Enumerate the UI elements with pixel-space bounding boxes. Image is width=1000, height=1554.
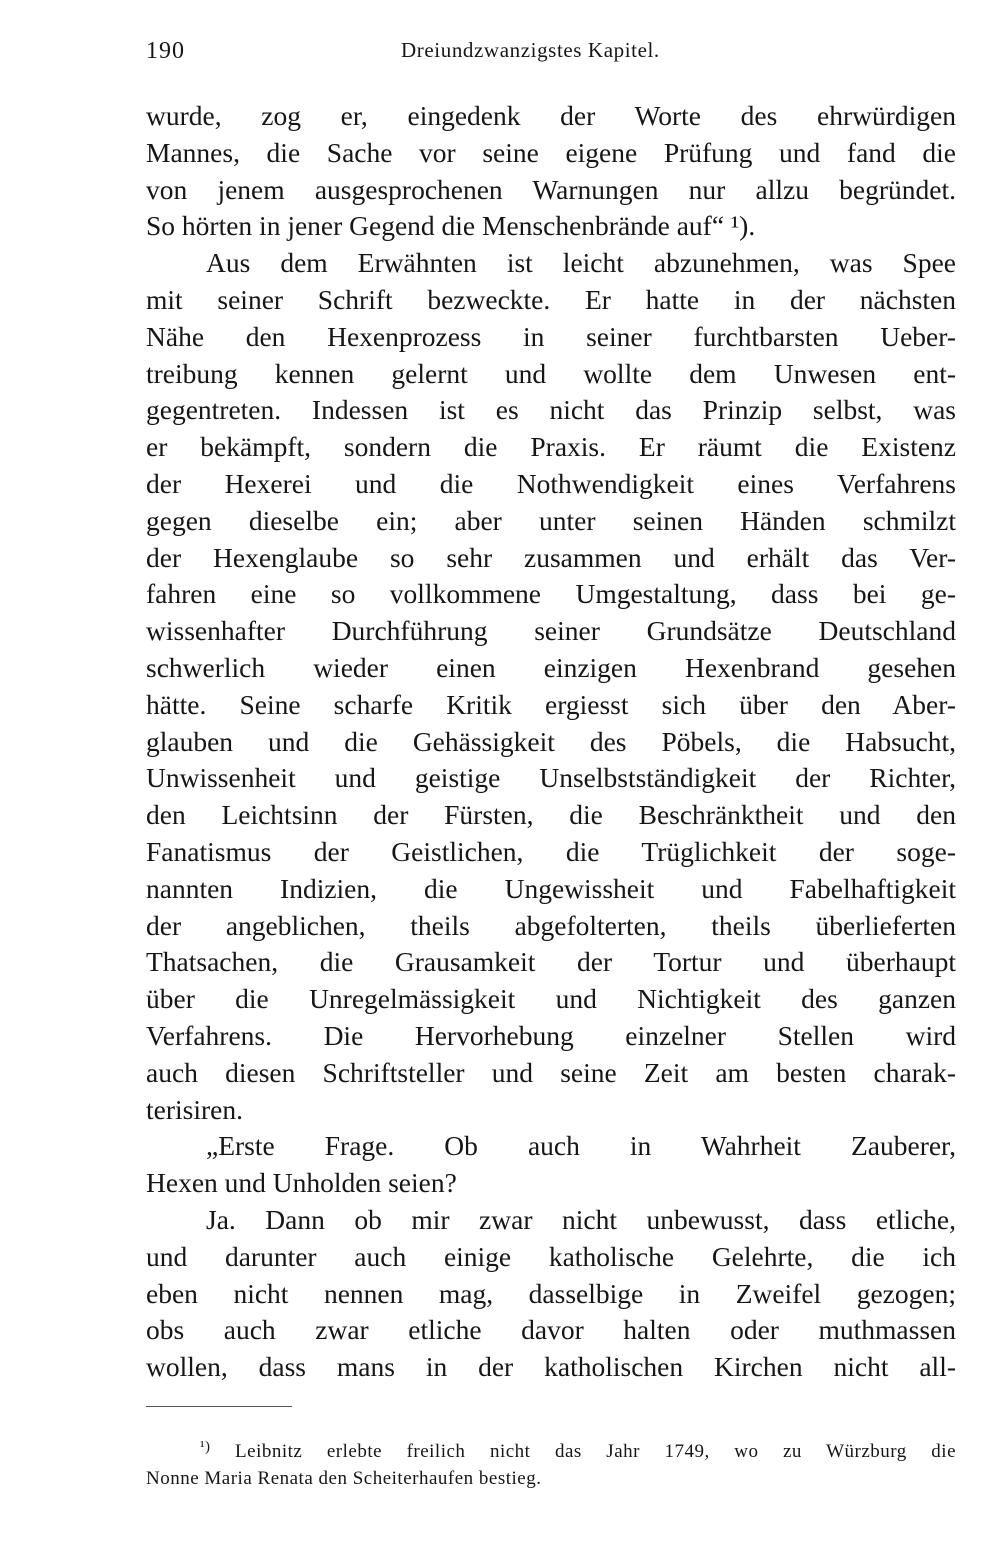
text-line: terisiren. bbox=[146, 1093, 243, 1125]
footnote-line: Nonne Maria Renata den Scheiterhaufen bestieg. bbox=[146, 1468, 542, 1489]
footnote-marker: ¹) bbox=[200, 1439, 211, 1455]
footnote-divider bbox=[146, 1406, 292, 1407]
text-line: glauben und die Gehässigkeit des Pöbels, die Habsucht, bbox=[146, 725, 956, 757]
page-header bbox=[146, 36, 956, 66]
footnote-text: Leibnitz erlebte freilich nicht das Jahr 1749, wo zu Würzburg die bbox=[235, 1441, 957, 1462]
text-line: „Erste Frage. Ob auch in Wahrheit Zauberer, bbox=[206, 1130, 956, 1162]
text-line: der Hexenglaube so sehr zusammen und erhält das Ver- bbox=[146, 541, 956, 573]
text-line: Verfahrens. Die Hervorhebung einzelner Stellen wird bbox=[146, 1019, 956, 1051]
text-line: wissenhafter Durchführung seiner Grundsätze Deutschland bbox=[146, 615, 956, 647]
running-head: Dreiundzwanzigstes Kapitel. bbox=[401, 38, 660, 62]
text-line: wurde, zog er, eingedenk der Worte des ehrwürdigen bbox=[146, 100, 956, 131]
text-line: Nähe den Hexenprozess in seiner furchtbarsten Ueber- bbox=[146, 320, 956, 352]
text-line: wollen, dass mans in der katholischen Kirchen nicht all- bbox=[146, 1351, 956, 1383]
page-number: 190 bbox=[146, 38, 185, 64]
text-line: obs auch zwar etliche davor halten oder muthmassen bbox=[146, 1314, 956, 1346]
text-line: Thatsachen, die Grausamkeit der Tortur und überhaupt bbox=[146, 946, 956, 978]
footnote-line bbox=[146, 1432, 956, 1463]
text-line: schwerlich wieder einen einzigen Hexenbrand gesehen bbox=[146, 651, 956, 683]
text-line: mit seiner Schrift bezweckte. Er hatte in der nächsten bbox=[146, 283, 956, 315]
footnote bbox=[146, 1432, 956, 1494]
text-line: eben nicht nennen mag, dasselbige in Zweifel gezogen; bbox=[146, 1277, 956, 1309]
text-line: von jenem ausgesprochenen Warnungen nur allzu begründet. bbox=[146, 173, 956, 205]
body-text bbox=[146, 98, 956, 1386]
text-line: der Hexerei und die Nothwendigkeit eines Verfahrens bbox=[146, 467, 956, 499]
text-line: Fanatismus der Geistlichen, die Trüglichkeit der soge- bbox=[146, 835, 956, 867]
text-line: fahren eine so vollkommene Umgestaltung, dass bei ge- bbox=[146, 578, 956, 610]
text-line: und darunter auch einige katholische Gelehrte, die ich bbox=[146, 1240, 956, 1272]
text-line: Aus dem Erwähnten ist leicht abzunehmen, was Spee bbox=[206, 247, 956, 279]
text-line: nannten Indizien, die Ungewissheit und Fabelhaftigkeit bbox=[146, 872, 956, 904]
text-line: er bekämpft, sondern die Praxis. Er räumt die Existenz bbox=[146, 431, 956, 463]
text-line: So hörten in jener Gegend die Menschenbrände auf“ ¹). bbox=[146, 210, 756, 242]
text-line: den Leichtsinn der Fürsten, die Beschränktheit und den bbox=[146, 799, 956, 831]
text-line: Hexen und Unholden seien? bbox=[146, 1167, 457, 1199]
text-line: Ja. Dann ob mir zwar nicht unbewusst, dass etliche, bbox=[206, 1203, 956, 1235]
text-line: treibung kennen gelernt und wollte dem Unwesen ent- bbox=[146, 357, 956, 389]
text-line: gegen dieselbe ein; aber unter seinen Händen schmilzt bbox=[146, 504, 956, 536]
text-line: hätte. Seine scharfe Kritik ergiesst sich über den Aber- bbox=[146, 688, 956, 720]
text-line: auch diesen Schriftsteller und seine Zeit am besten charak- bbox=[146, 1056, 956, 1088]
text-line: Mannes, die Sache vor seine eigene Prüfung und fand die bbox=[146, 136, 956, 168]
text-line: gegentreten. Indessen ist es nicht das Prinzip selbst, was bbox=[146, 394, 956, 426]
text-line: der angeblichen, theils abgefolterten, theils überlieferten bbox=[146, 909, 956, 941]
text-line: Unwissenheit und geistige Unselbstständigkeit der Richter, bbox=[146, 762, 956, 794]
text-line: über die Unregelmässigkeit und Nichtigkeit des ganzen bbox=[146, 983, 956, 1015]
